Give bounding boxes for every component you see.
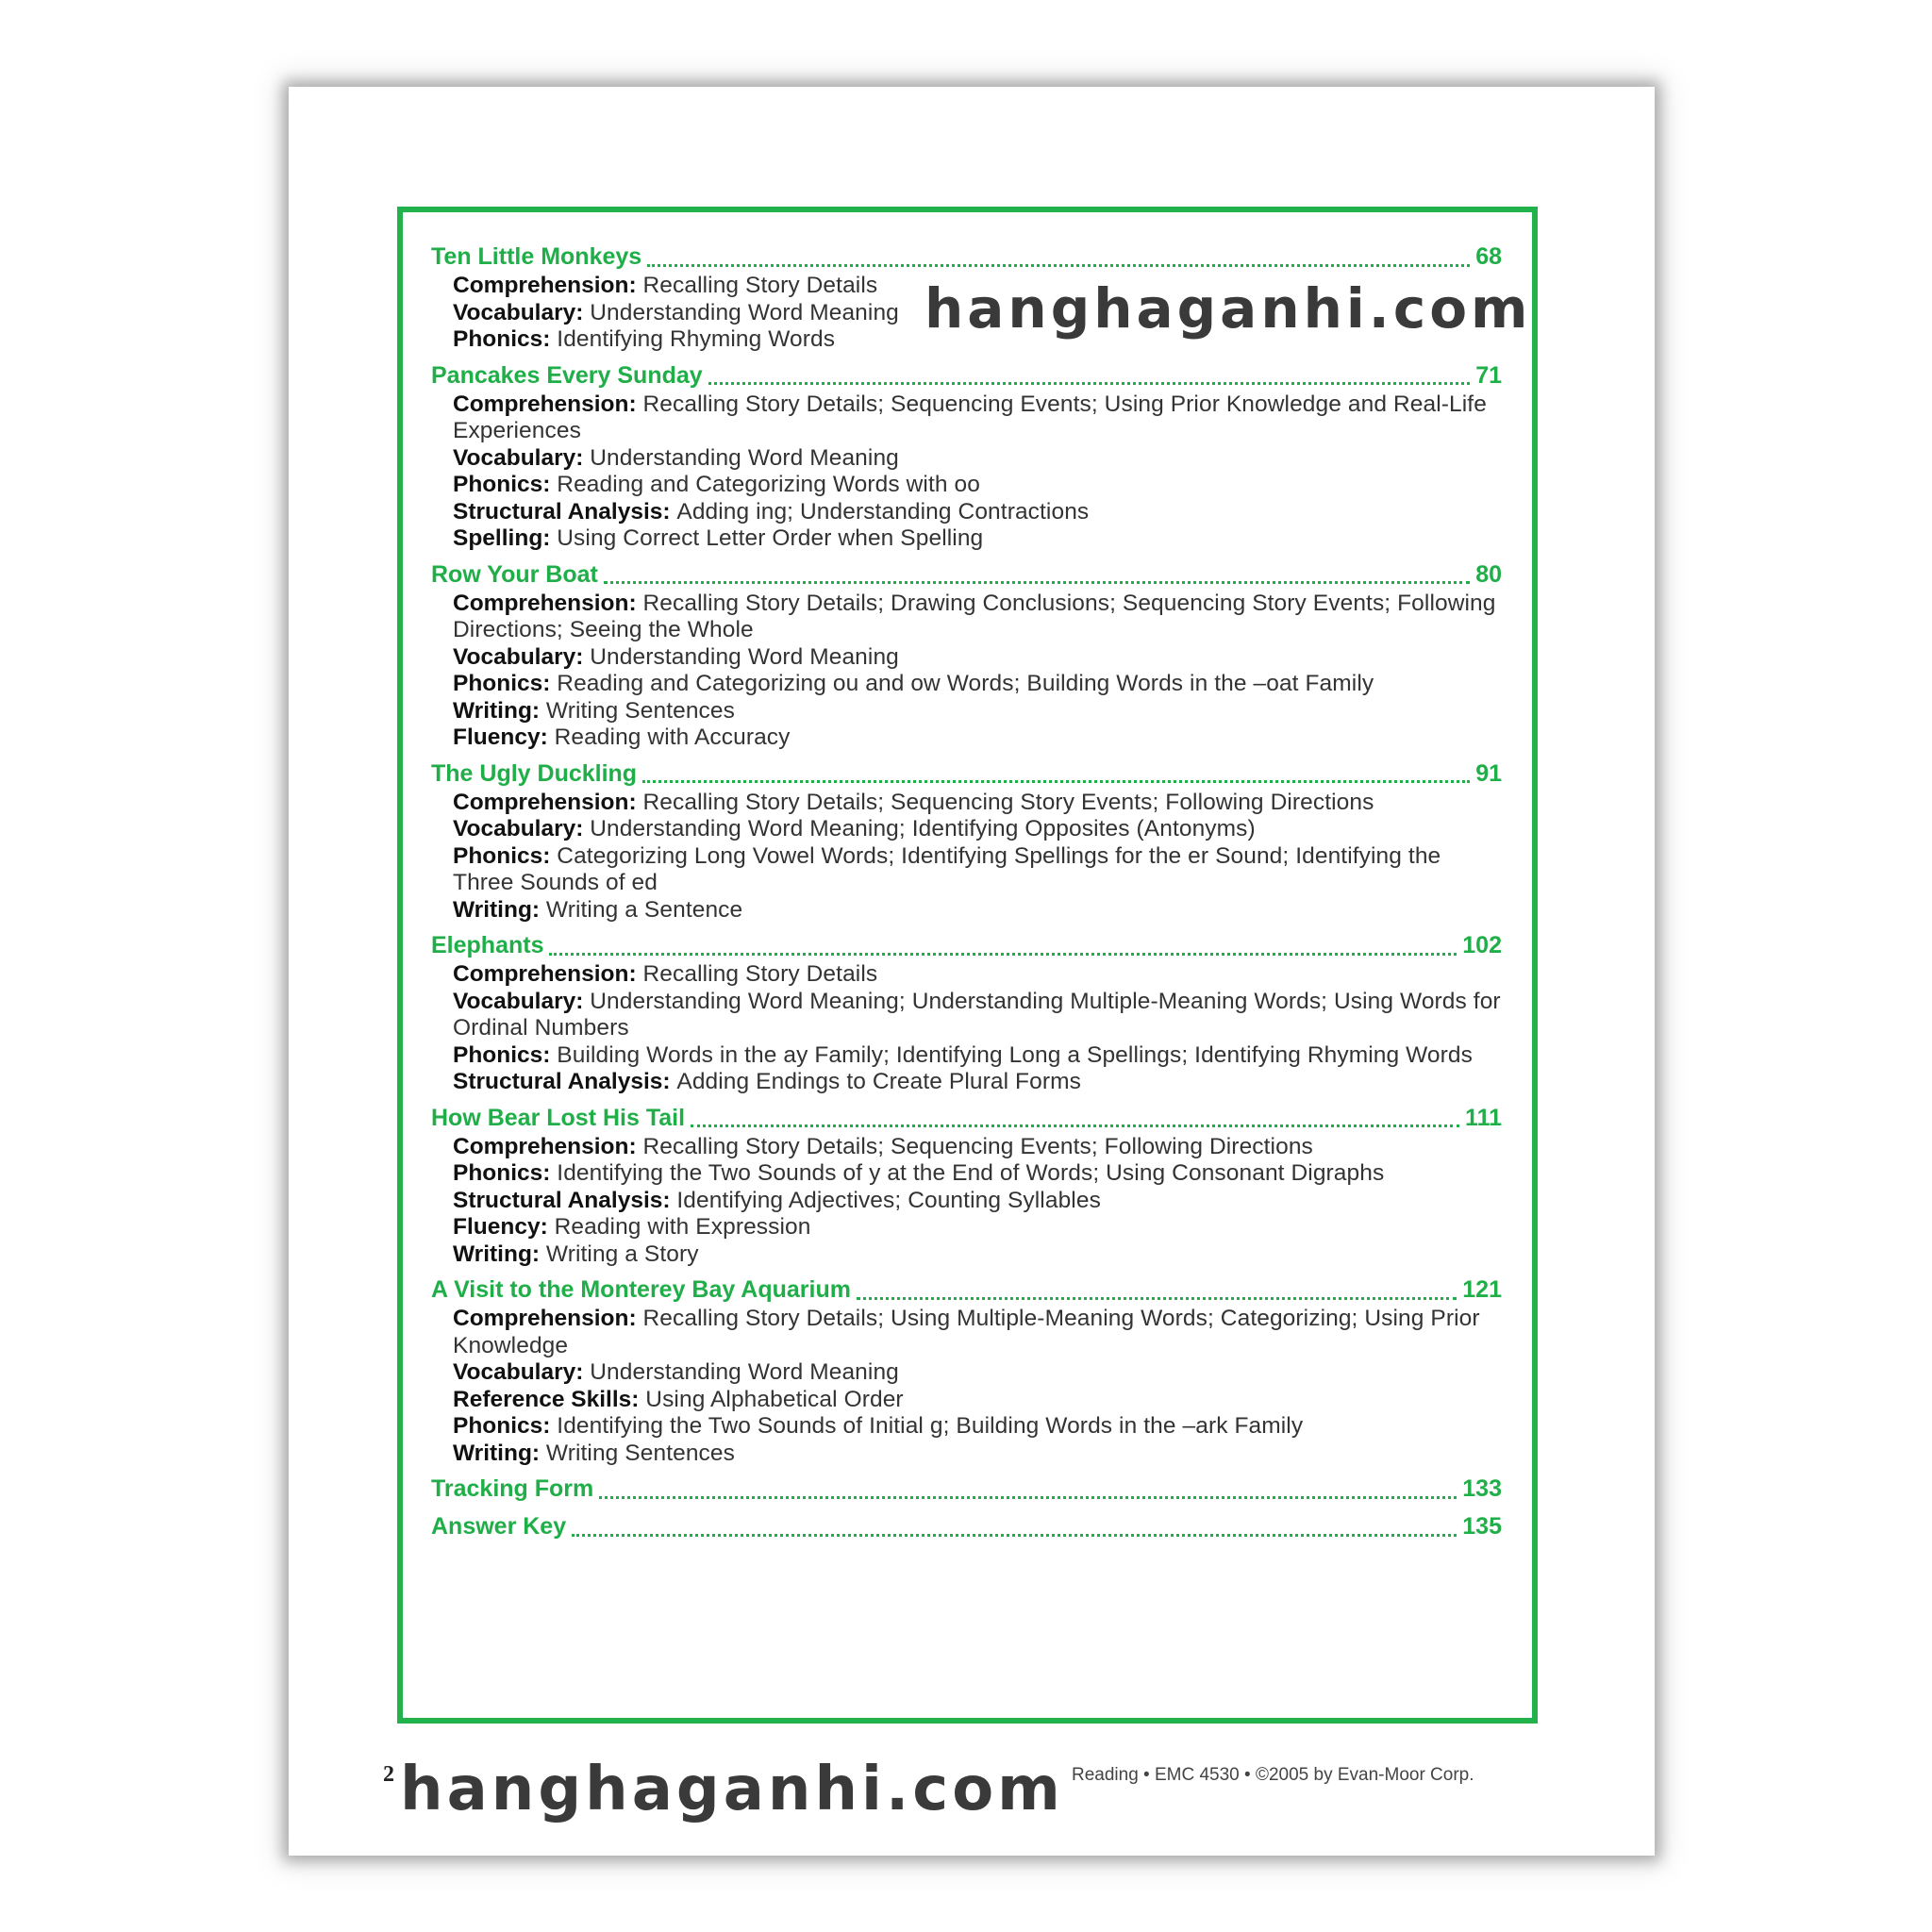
skill-label: Phonics: (453, 1160, 551, 1186)
skill-label: Structural Analysis: (453, 1187, 671, 1213)
skill-label: Comprehension: (453, 273, 637, 298)
skill-line (453, 591, 1502, 644)
watermark: hanghaganhi.com (924, 276, 1532, 341)
footer-credit: Reading • EMC 4530 • ©2005 by Evan-Moor Corp. (1072, 1765, 1474, 1785)
skill-line (453, 1042, 1502, 1070)
skill-text: Using Correct Letter Order when Spelling (557, 525, 984, 551)
toc-entry-title: Ten Little Monkeys (431, 243, 642, 270)
skill-label: Fluency: (453, 724, 548, 750)
skill-line (453, 790, 1502, 817)
skill-text: Understanding Word Meaning (590, 1359, 899, 1385)
skill-line (453, 1160, 1502, 1188)
toc-entry-title: Pancakes Every Sunday (431, 361, 703, 389)
page-number: 2 (383, 1762, 394, 1787)
skill-text: Adding Endings to Create Plural Forms (676, 1069, 1081, 1094)
skill-text: Recalling Story Details (642, 273, 878, 298)
skill-text: Recalling Story Details; Sequencing Events; Following Directions (642, 1133, 1313, 1159)
dot-leader (549, 943, 1457, 956)
skill-label: Writing: (453, 697, 541, 724)
skill-label: Writing: (453, 1241, 541, 1267)
skill-line (453, 1214, 1502, 1241)
skill-label: Phonics: (453, 842, 551, 869)
skill-label: Spelling: (453, 525, 551, 551)
skill-text: Recalling Story Details; Sequencing Events; Using Prior Knowledge and Real-Life Experiences (453, 391, 1487, 443)
toc-entry-page: 71 (1475, 361, 1502, 389)
skill-line (453, 1069, 1502, 1096)
toc-entry-title: Tracking Form (431, 1475, 594, 1502)
skill-line (453, 961, 1502, 989)
skill-line (453, 644, 1502, 672)
dot-leader (604, 572, 1470, 584)
skill-text: Reading and Categorizing Words with oo (557, 472, 980, 497)
skill-text: Understanding Word Meaning (590, 299, 899, 325)
toc-entry (431, 1510, 1502, 1542)
skill-label: Writing: (453, 896, 541, 923)
toc-entry (431, 1473, 1502, 1505)
skill-label: Vocabulary: (453, 299, 584, 325)
skill-label: Comprehension: (453, 1133, 637, 1159)
skill-label: Comprehension: (453, 1306, 637, 1331)
skill-line (453, 1306, 1502, 1359)
dot-leader (857, 1288, 1457, 1300)
skill-line (453, 1441, 1502, 1468)
skill-text: Reading with Accuracy (554, 724, 791, 750)
skill-label: Phonics: (453, 1413, 551, 1439)
skill-text: Recalling Story Details; Using Multiple-Meaning Words; Categorizing; Using Prior Knowledge (453, 1306, 1480, 1358)
toc-entry-page: 91 (1475, 759, 1502, 787)
skill-line (453, 1413, 1502, 1441)
skill-label: Vocabulary: (453, 816, 584, 841)
toc-entry-heading (431, 929, 1502, 961)
skill-line (453, 499, 1502, 526)
toc-entry-page: 68 (1475, 243, 1502, 270)
skill-text: Identifying the Two Sounds of Initial g; Building Words in the –ark Family (557, 1413, 1304, 1439)
skill-line (453, 671, 1502, 698)
table-of-contents (431, 241, 1502, 1548)
skill-text: Identifying Adjectives; Counting Syllables (676, 1187, 1101, 1213)
skill-label: Phonics: (453, 326, 551, 352)
skill-label: Vocabulary: (453, 1359, 584, 1385)
dot-leader (691, 1115, 1459, 1127)
skill-label: Fluency: (453, 1214, 548, 1240)
toc-entry-title: Row Your Boat (431, 560, 598, 588)
skill-label: Writing: (453, 1440, 541, 1466)
watermark-bottom: hanghaganhi.com (400, 1755, 1064, 1824)
toc-entry-heading (431, 758, 1502, 790)
dot-leader (642, 771, 1470, 783)
skill-text: Categorizing Long Vowel Words; Identifying Spellings for the er Sound; Identifying the Three Sounds of ed (453, 842, 1441, 895)
skill-label: Comprehension: (453, 961, 637, 987)
skill-label: Vocabulary: (453, 643, 584, 670)
toc-entry-heading (431, 1473, 1502, 1505)
toc-entry-title: The Ugly Duckling (431, 759, 638, 787)
skill-line (453, 816, 1502, 843)
skill-text: Using Alphabetical Order (645, 1386, 904, 1412)
skill-line (453, 472, 1502, 499)
skill-text: Writing a Sentence (545, 896, 743, 923)
dot-leader (708, 373, 1471, 385)
skill-line (453, 698, 1502, 725)
skill-label: Vocabulary: (453, 988, 584, 1014)
toc-entry (431, 929, 1502, 1096)
skill-text: Recalling Story Details; Sequencing Story Events; Following Directions (642, 789, 1374, 815)
skill-label: Structural Analysis: (453, 498, 671, 525)
skill-text: Understanding Word Meaning; Understanding Multiple-Meaning Words; Using Words for Ordinal Numbers (453, 988, 1501, 1041)
dot-leader (599, 1487, 1457, 1499)
skill-line (453, 1359, 1502, 1387)
toc-entry-heading (431, 1510, 1502, 1542)
skill-label: Phonics: (453, 1041, 551, 1068)
skill-text: Understanding Word Meaning; Identifying Opposites (Antonyms) (590, 816, 1256, 841)
dot-leader (572, 1524, 1457, 1537)
skill-text: Adding ing; Understanding Contractions (676, 498, 1090, 525)
toc-entry-page: 102 (1462, 932, 1502, 958)
skill-label: Comprehension: (453, 789, 637, 815)
toc-entry-title: Elephants (431, 932, 544, 958)
contents-frame (397, 207, 1538, 1724)
skill-line (453, 724, 1502, 752)
toc-entry-title: Answer Key (431, 1513, 567, 1540)
toc-entry (431, 1102, 1502, 1269)
skill-label: Phonics: (453, 671, 551, 696)
toc-entry-heading (431, 1102, 1502, 1134)
toc-entry-title: How Bear Lost His Tail (431, 1104, 686, 1131)
skill-line (453, 1188, 1502, 1215)
toc-entry (431, 359, 1502, 553)
toc-entry-page: 133 (1462, 1475, 1502, 1502)
skill-line (453, 989, 1502, 1042)
skill-line (453, 1134, 1502, 1161)
skill-label: Structural Analysis: (453, 1069, 671, 1094)
document-page (289, 87, 1655, 1856)
skill-text: Understanding Word Meaning (590, 444, 899, 471)
skill-label: Reference Skills: (453, 1386, 640, 1412)
toc-entry-heading (431, 359, 1502, 391)
skill-text: Recalling Story Details (642, 961, 878, 987)
skill-label: Comprehension: (453, 590, 637, 616)
skill-label: Phonics: (453, 472, 551, 497)
skill-label: Vocabulary: (453, 444, 584, 471)
skill-text: Building Words in the ay Family; Identifying Long a Spellings; Identifying Rhyming Words (557, 1041, 1473, 1068)
toc-entry-heading (431, 558, 1502, 591)
toc-entry (431, 558, 1502, 752)
skill-line (453, 843, 1502, 897)
skill-text: Writing Sentences (545, 697, 735, 724)
skill-text: Writing Sentences (545, 1440, 735, 1466)
toc-entry-page: 80 (1475, 560, 1502, 588)
skill-text: Reading and Categorizing ou and ow Words; Building Words in the –oat Family (557, 671, 1374, 696)
skill-line (453, 391, 1502, 445)
toc-entry-page: 111 (1465, 1104, 1502, 1131)
skill-line (453, 1387, 1502, 1414)
skill-label: Comprehension: (453, 391, 637, 417)
toc-entry-heading (431, 1274, 1502, 1306)
skill-text: Recalling Story Details; Drawing Conclusions; Sequencing Story Events; Following Directions; Seeing the Whole (453, 590, 1496, 642)
skill-text: Identifying the Two Sounds of y at the End of Words; Using Consonant Digraphs (557, 1160, 1385, 1186)
dot-leader (647, 255, 1470, 267)
skill-text: Identifying Rhyming Words (557, 326, 836, 352)
skill-text: Understanding Word Meaning (590, 643, 899, 670)
skill-line (453, 445, 1502, 473)
skill-line (453, 1241, 1502, 1269)
toc-entry (431, 1274, 1502, 1467)
toc-entry-page: 121 (1462, 1276, 1502, 1303)
toc-entry-heading (431, 241, 1502, 273)
skill-line (453, 897, 1502, 924)
toc-entry-title: A Visit to the Monterey Bay Aquarium (431, 1276, 851, 1303)
toc-entry-page: 135 (1462, 1513, 1502, 1540)
toc-entry (431, 758, 1502, 924)
skill-line (453, 525, 1502, 553)
skill-text: Reading with Expression (554, 1214, 811, 1240)
skill-text: Writing a Story (545, 1241, 699, 1267)
